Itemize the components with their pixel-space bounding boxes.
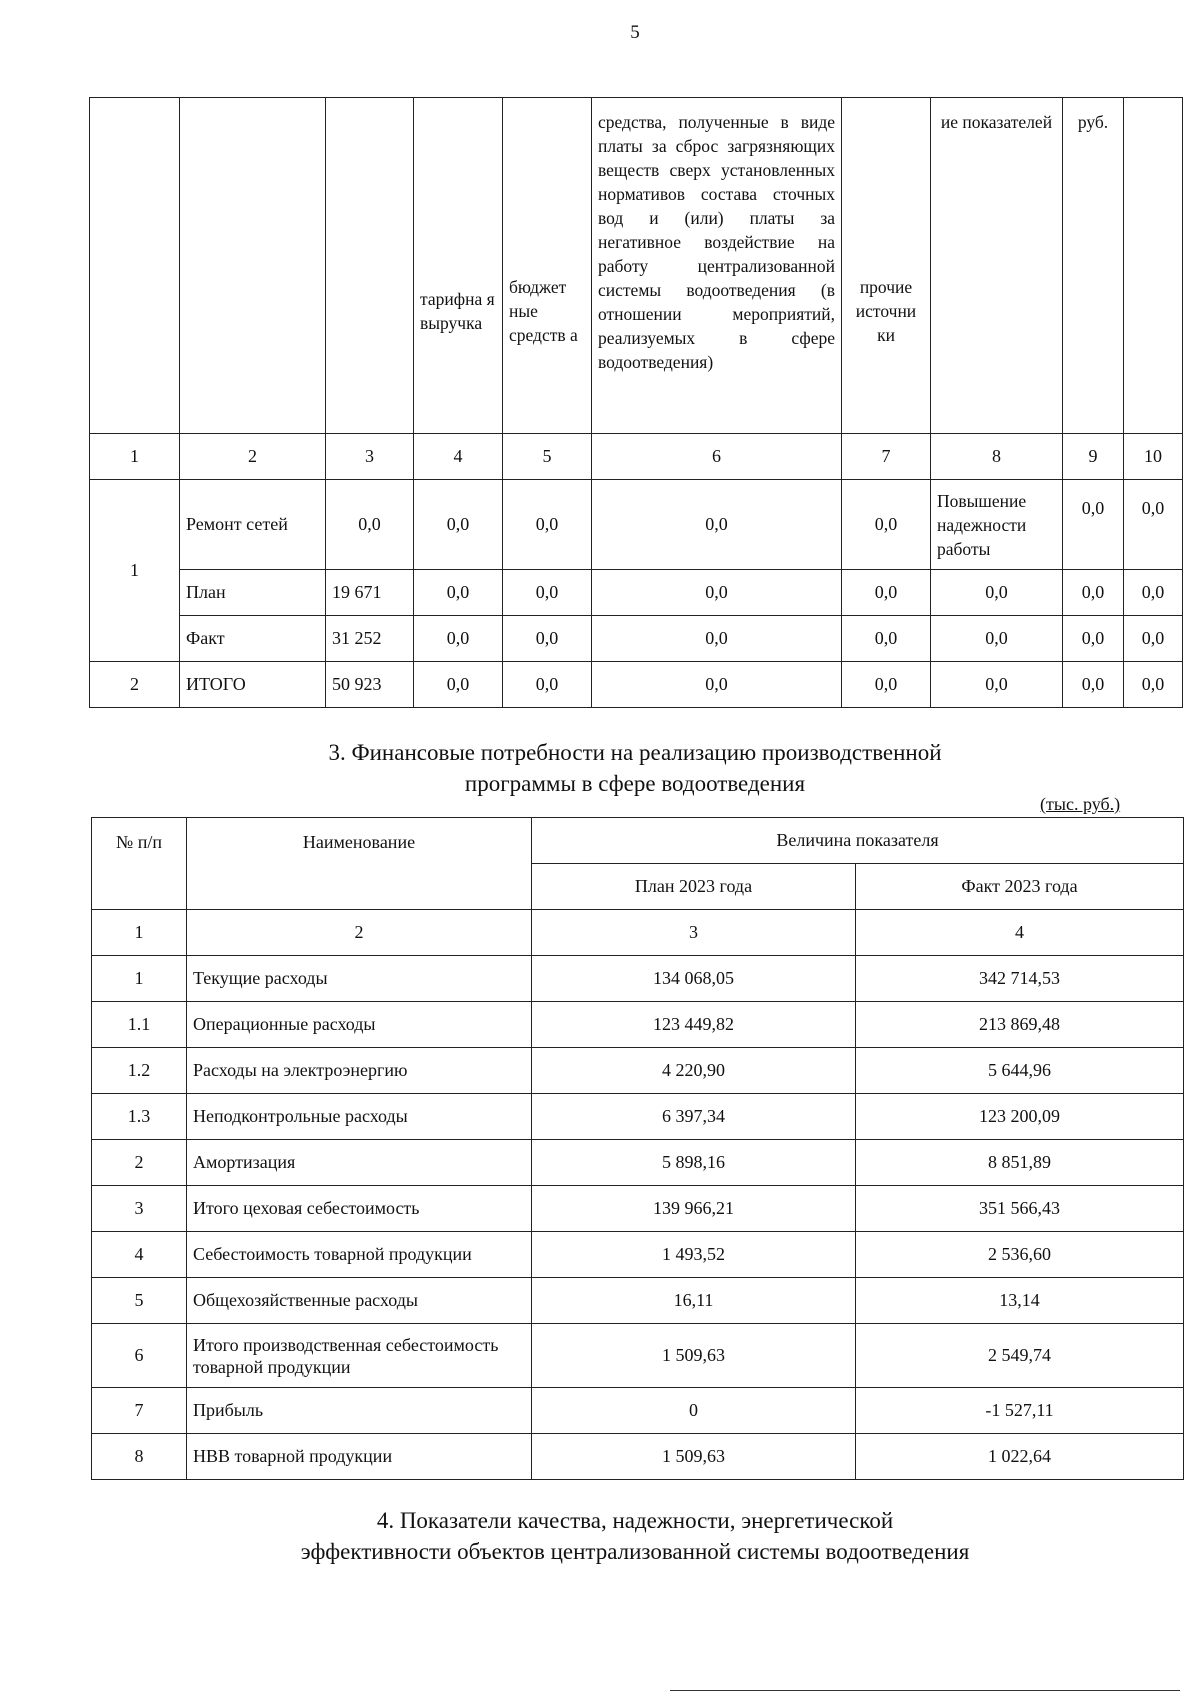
plan-value: 1 509,63 xyxy=(532,1324,856,1388)
row-name: ИТОГО xyxy=(180,662,326,708)
row-name: НВВ товарной продукции xyxy=(187,1434,532,1480)
section4-title-line1: 4. Показатели качества, надежности, энергетической xyxy=(376,1508,894,1533)
row-number: 6 xyxy=(92,1324,187,1388)
cell-value: 0,0 xyxy=(931,570,1063,616)
footer-divider xyxy=(670,1690,1180,1691)
cell-value: 0,0 xyxy=(503,480,592,570)
row-name: Текущие расходы xyxy=(187,956,532,1002)
row-number: 3 xyxy=(92,1186,187,1232)
table-row xyxy=(90,616,1183,662)
section3-title xyxy=(0,737,1200,799)
cell-value: 0,0 xyxy=(1124,616,1183,662)
row-number: 1.2 xyxy=(92,1048,187,1094)
table-row xyxy=(92,1002,1184,1048)
cell-value: 19 671 xyxy=(326,570,414,616)
cell-value: 0,0 xyxy=(1063,570,1124,616)
cell-value: 0,0 xyxy=(503,570,592,616)
fact-value: 13,14 xyxy=(856,1278,1184,1324)
cell-value: 0,0 xyxy=(1124,662,1183,708)
header-indicators: ие показателей xyxy=(931,98,1063,434)
row-name: Амортизация xyxy=(187,1140,532,1186)
cell-value: 0,0 xyxy=(326,480,414,570)
plan-value: 139 966,21 xyxy=(532,1186,856,1232)
cell-value: 0,0 xyxy=(1063,662,1124,708)
cell-value: 0,0 xyxy=(1063,480,1124,570)
row-number: 2 xyxy=(90,662,180,708)
plan-value: 0 xyxy=(532,1388,856,1434)
cell-value: 0,0 xyxy=(414,570,503,616)
row-name: Прибыль xyxy=(187,1388,532,1434)
cell-value: 0,0 xyxy=(503,616,592,662)
row-number: 2 xyxy=(92,1140,187,1186)
cell-value: 0,0 xyxy=(931,662,1063,708)
header-fact: Факт 2023 года xyxy=(856,864,1184,910)
fact-value: -1 527,11 xyxy=(856,1388,1184,1434)
header-num: № п/п xyxy=(92,818,187,910)
plan-value: 16,11 xyxy=(532,1278,856,1324)
row-name: Факт xyxy=(180,616,326,662)
fact-value: 123 200,09 xyxy=(856,1094,1184,1140)
unit-label: (тыс. руб.) xyxy=(1040,794,1121,814)
table-row xyxy=(92,1232,1184,1278)
col-number: 8 xyxy=(931,434,1063,480)
header-cell-empty xyxy=(326,98,414,434)
col-number: 6 xyxy=(592,434,842,480)
fact-value: 5 644,96 xyxy=(856,1048,1184,1094)
cell-value: 0,0 xyxy=(842,662,931,708)
fact-value: 2 536,60 xyxy=(856,1232,1184,1278)
header-tariff-revenue: тарифна я выручка xyxy=(414,98,503,434)
table-row xyxy=(92,956,1184,1002)
table1-number-row xyxy=(90,434,1183,480)
table-row xyxy=(92,1048,1184,1094)
cell-value: 0,0 xyxy=(592,480,842,570)
table-row xyxy=(92,1094,1184,1140)
row-name: Ремонт сетей xyxy=(180,480,326,570)
financial-needs-table xyxy=(91,817,1184,1480)
table2-number-row xyxy=(92,910,1184,956)
header-cell-empty xyxy=(90,98,180,434)
cell-value: 0,0 xyxy=(592,662,842,708)
header-rub: руб. xyxy=(1063,98,1124,434)
col-number: 1 xyxy=(90,434,180,480)
cell-effect: Повышение надежности работы xyxy=(931,480,1063,570)
col-number: 5 xyxy=(503,434,592,480)
cell-value: 0,0 xyxy=(592,616,842,662)
header-name: Наименование xyxy=(187,818,532,910)
cell-value: 0,0 xyxy=(414,662,503,708)
row-number: 1 xyxy=(90,480,180,662)
row-name: Общехозяйственные расходы xyxy=(187,1278,532,1324)
table-row xyxy=(90,570,1183,616)
cell-value: 31 252 xyxy=(326,616,414,662)
cell-value: 0,0 xyxy=(842,570,931,616)
row-name: Неподконтрольные расходы xyxy=(187,1094,532,1140)
section4-title-line2: эффективности объектов централизованной системы водоотведения xyxy=(300,1539,970,1564)
cell-value: 0,0 xyxy=(592,570,842,616)
row-number: 8 xyxy=(92,1434,187,1480)
cell-value: 0,0 xyxy=(503,662,592,708)
header-pollution-fees: средства, полученные в виде платы за сброс загрязняющих веществ сверх установленных нормативов состава сточных вод и (или) платы за негативное воздействие на работу централизованной системы водоотведения (в отношении мероприятий, реализуемых в сфере водоотведения) xyxy=(592,98,842,434)
cell-value: 0,0 xyxy=(842,616,931,662)
row-name: Итого цеховая себестоимость xyxy=(187,1186,532,1232)
col-number: 3 xyxy=(326,434,414,480)
plan-value: 123 449,82 xyxy=(532,1002,856,1048)
col-number: 4 xyxy=(414,434,503,480)
plan-value: 4 220,90 xyxy=(532,1048,856,1094)
plan-value: 134 068,05 xyxy=(532,956,856,1002)
row-number: 1 xyxy=(92,956,187,1002)
table-row xyxy=(92,1278,1184,1324)
col-number: 3 xyxy=(532,910,856,956)
col-number: 2 xyxy=(180,434,326,480)
header-cell-empty xyxy=(180,98,326,434)
cell-value: 0,0 xyxy=(842,480,931,570)
col-number: 7 xyxy=(842,434,931,480)
row-number: 5 xyxy=(92,1278,187,1324)
row-number: 1.3 xyxy=(92,1094,187,1140)
cell-value: 0,0 xyxy=(414,480,503,570)
table-row xyxy=(90,480,1183,570)
fact-value: 2 549,74 xyxy=(856,1324,1184,1388)
table1-header-row xyxy=(90,98,1183,434)
col-number: 9 xyxy=(1063,434,1124,480)
cell-value: 0,0 xyxy=(1124,480,1183,570)
col-number: 4 xyxy=(856,910,1184,956)
plan-value: 1 509,63 xyxy=(532,1434,856,1480)
row-number: 1.1 xyxy=(92,1002,187,1048)
page-number: 5 xyxy=(630,22,640,43)
row-name: Себестоимость товарной продукции xyxy=(187,1232,532,1278)
section3-title-line2: программы в сфере водоотведения xyxy=(464,771,806,796)
table-row xyxy=(92,1140,1184,1186)
header-plan: План 2023 года xyxy=(532,864,856,910)
investment-table xyxy=(89,97,1183,708)
fact-value: 213 869,48 xyxy=(856,1002,1184,1048)
row-name: Итого производственная себестоимость товарной продукции xyxy=(187,1324,532,1388)
section4-title xyxy=(0,1505,1200,1567)
cell-value: 50 923 xyxy=(326,662,414,708)
table-row xyxy=(92,1388,1184,1434)
col-number: 10 xyxy=(1124,434,1183,480)
row-number: 4 xyxy=(92,1232,187,1278)
plan-value: 1 493,52 xyxy=(532,1232,856,1278)
table-row xyxy=(92,1324,1184,1388)
cell-value: 0,0 xyxy=(1124,570,1183,616)
fact-value: 342 714,53 xyxy=(856,956,1184,1002)
section3-title-line1: 3. Финансовые потребности на реализацию производственной xyxy=(328,740,942,765)
cell-value: 0,0 xyxy=(1063,616,1124,662)
header-budget-funds: бюджет ные средств а xyxy=(503,98,592,434)
table-row-total xyxy=(90,662,1183,708)
row-name: Расходы на электроэнергию xyxy=(187,1048,532,1094)
header-value: Величина показателя xyxy=(532,818,1184,864)
col-number: 2 xyxy=(187,910,532,956)
plan-value: 5 898,16 xyxy=(532,1140,856,1186)
fact-value: 8 851,89 xyxy=(856,1140,1184,1186)
cell-value: 0,0 xyxy=(414,616,503,662)
cell-value: 0,0 xyxy=(931,616,1063,662)
row-number: 7 xyxy=(92,1388,187,1434)
plan-value: 6 397,34 xyxy=(532,1094,856,1140)
table2-header-row xyxy=(92,818,1184,864)
header-other-sources: прочие источни ки xyxy=(842,98,931,434)
fact-value: 351 566,43 xyxy=(856,1186,1184,1232)
fact-value: 1 022,64 xyxy=(856,1434,1184,1480)
row-name: Операционные расходы xyxy=(187,1002,532,1048)
header-cell-empty xyxy=(1124,98,1183,434)
table-row xyxy=(92,1434,1184,1480)
col-number: 1 xyxy=(92,910,187,956)
row-name: План xyxy=(180,570,326,616)
table-row xyxy=(92,1186,1184,1232)
